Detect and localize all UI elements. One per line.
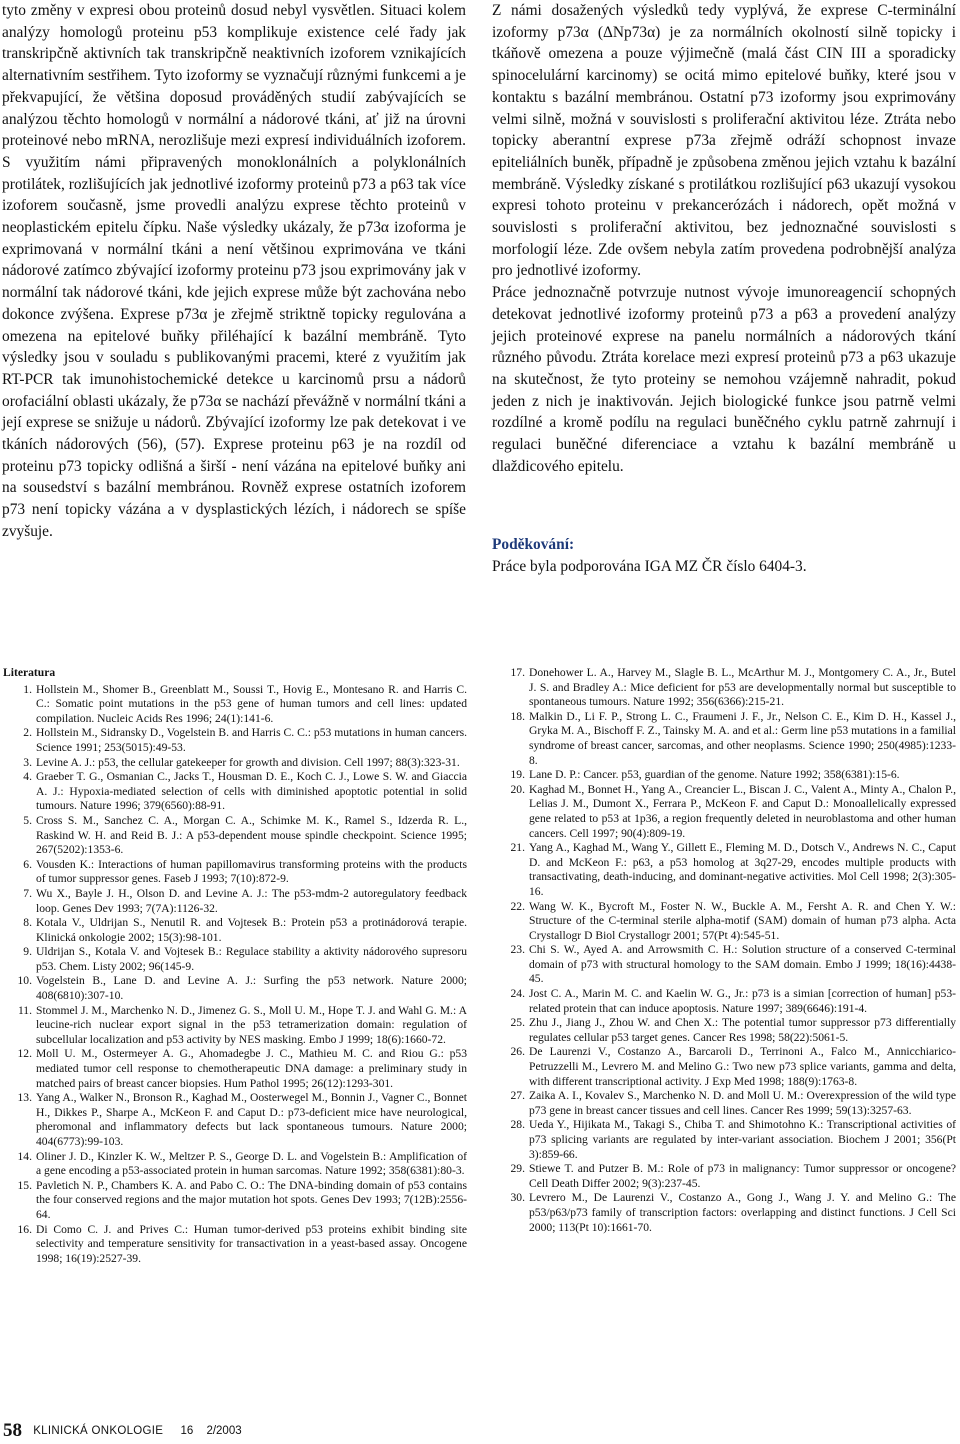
reference-text: Hollstein M., Shomer B., Greenblatt M., Soussi T., Hovig E., Montesano R. and Harris C. C.: Somatic point mutations in the p53 gene of human tumors and cell lines: updated compilation. Nucleic Acids Res 1996; 24(1):141-6. [36, 682, 467, 725]
reference-number: 16. [17, 1222, 32, 1236]
reference-number: 6. [23, 857, 32, 871]
reference-text: Vogelstein B., Lane D. and Levine A. J.: Surfing the p53 network. Nature 2000; 408(6810):307-10. [36, 974, 467, 1003]
reference-item [3, 683, 467, 727]
reference-item [3, 814, 467, 858]
reference-number: 26. [510, 1045, 525, 1059]
reference-item [3, 974, 467, 1003]
reference-number: 4. [23, 770, 32, 784]
reference-text: Stiewe T. and Putzer B. M.: Role of p73 in malignancy: Tumor suppressor or oncogene? Cell Death Differ 2002; 9(3):237-45. [529, 1162, 956, 1190]
reference-text: Pavletich N. P., Chambers K. A. and Pabo C. O.: The DNA-binding domain of p53 contains the four conserved regions and the major mutation hot spots. Genes Dev 1993; 7(12B):2556-64. [36, 1178, 467, 1221]
reference-number: 27. [510, 1089, 525, 1103]
reference-item [496, 783, 956, 841]
reference-item [496, 1118, 956, 1162]
reference-item [496, 710, 956, 768]
reference-text: Vousden K.: Interactions of human papillomavirus transforming proteins with the products of tumor suppressor genes. Faseb J 1993; 7(10):872-9. [36, 857, 467, 886]
reference-list [3, 683, 467, 1267]
reference-number: 20. [510, 782, 525, 796]
reference-number: 29. [510, 1162, 525, 1176]
reference-number: 7. [23, 886, 32, 900]
reference-number: 30. [510, 1191, 525, 1205]
reference-text: Kotala V., Uldrijan S., Nenutil R. and Vojtesek B.: Protein p53 a protinádorová terapie. Klinická onkologie 2002; 15(3):98-101. [36, 916, 467, 944]
reference-number: 1. [23, 682, 32, 696]
reference-text: Levrero M., De Laurenzi V., Costanzo A., Gong J., Wang J. Y. and Melino G.: The p53/p63/p73 family of transcription factors: overlapping and distinct functions. J Cell Sci 2000; 113(Pt 10):1661-70. [529, 1191, 956, 1234]
reference-text: Lane D. P.: Cancer. p53, guardian of the genome. Nature 1992; 358(6381):15-6. [529, 768, 900, 782]
reference-text: Zhu J., Jiang J., Zhou W. and Chen X.: The potential tumor suppressor p73 differentially regulates cellular p53 target genes. Cancer Res 1998; 58(22):5061-5. [529, 1016, 956, 1044]
references-column-left [3, 666, 467, 1266]
reference-number: 13. [17, 1091, 32, 1105]
reference-number: 15. [17, 1178, 32, 1192]
reference-number: 25. [510, 1016, 525, 1030]
reference-number: 8. [23, 916, 32, 930]
reference-item [496, 1045, 956, 1089]
reference-text: Ueda Y., Hijikata M., Takagi S., Chiba T. and Shimotohno K.: Transcriptional activities of p73 splicing variants are regulated by inter-variant association. Biochem J 2001; 356(Pt 3):859-66. [529, 1118, 956, 1161]
reference-number: 23. [510, 943, 525, 957]
page-footer [3, 1420, 242, 1442]
reference-item [496, 900, 956, 944]
reference-text: Levine A. J.: p53, the cellular gatekeeper for growth and division. Cell 1997; 88(3):323-31. [36, 755, 460, 769]
reference-number: 11. [17, 1003, 32, 1017]
body-paragraph: Z námi dosažených výsledků tedy vyplývá, že exprese C-terminální izoformy p73α (ΔNp73α) je za normálních okolností silně topicky i tkáňově omezena a pouze výjimečně (malá část CIN III a sporadicky spinocelulární karcinomy) se ocitá mimo epitelové buňky, které jsou v kontaktu s bazální membránou. Ostatní p73 izoformy jsou exprimovány velmi silně, možná v souvislosti s proliferační aktivitou léze. Ztráta nebo topicky aberantní exprese p73a zřejmě odráží schopnost invaze epiteliálních buněk, případně je způsobena změnou jejich vztahu k bazální membráně. Výsledky získané s protilátkou rozlišující p63 ukazují vysokou expresi tohoto proteinu v prekancerózách i nádorech, opět možná v souvislosti s proliferační aktivitou, bez jednoznačné souvislosti s morfologií léze. Zde ovšem nebyla zatím provedena podrobnější analýza pro jednotlivé izoformy. [492, 2, 956, 280]
reference-item [496, 943, 956, 987]
acknowledgement-heading: Poděkování: [492, 536, 575, 553]
reference-item [496, 987, 956, 1016]
reference-item [496, 1162, 956, 1191]
reference-text: Malkin D., Li F. P., Strong L. C., Fraumeni J. F., Jr., Nelson C. E., Kim D. H., Kassel J., Gryka M. A., Bischoff F. Z., Tainsky M. A. and et al.: Germ line p53 mutations in a familial syndrome of breast cancer, sarcomas, and other neoplasms. Science 1990; 250(4985):1233-8. [529, 709, 956, 767]
reference-item [3, 1004, 467, 1048]
reference-number: 3. [23, 755, 32, 769]
reference-item [496, 841, 956, 899]
reference-text: Chi S. W., Ayed A. and Arrowsmith C. H.: Solution structure of a conserved C-terminal domain of p73 with structural homology to the SAM domain. Embo J 1999; 18(16):4438-45. [529, 943, 956, 986]
reference-item [496, 768, 956, 783]
reference-item [3, 945, 467, 974]
reference-number: 18. [510, 709, 525, 723]
reference-number: 10. [17, 974, 32, 988]
reference-number: 2. [23, 726, 32, 740]
reference-item [3, 1223, 467, 1267]
reference-number: 22. [510, 899, 525, 913]
reference-text: Cross S. M., Sanchez C. A., Morgan C. A., Schimke M. K., Ramel S., Idzerda R. L., Raskind W. H. and Reid B. J.: A p53-dependent mouse spindle checkpoint. Science 1995; 267(5202):1353-6. [36, 813, 467, 857]
reference-item [496, 1089, 956, 1118]
reference-text: Wang W. K., Bycroft M., Foster N. W., Buckle A. M., Fersht A. R. and Chen Y. W.: Structure of the C-terminal sterile alpha-motif (SAM) domain of human p73 alpha. Acta Crystallogr D Biol Crystallogr 2001; 57(Pt 4):545-51. [529, 899, 956, 942]
reference-item [3, 1150, 467, 1179]
reference-text: Kaghad M., Bonnet H., Yang A., Creancier L., Biscan J. C., Valent A., Minty A., Chalon P., Lelias J. M., Dumont X., Ferrara P., McKeon F. and Caput D.: Monoallelically expressed gene related to p53 at 1p36, a region frequently deleted in neuroblastoma and other human cancers. Cell 1997; 90(4):809-19. [529, 782, 956, 840]
reference-item [3, 887, 467, 916]
reference-text: Donehower L. A., Harvey M., Slagle B. L., McArthur M. J., Montgomery C. A., Jr., Butel J. S. and Bradley A.: Mice deficient for p53 are developmentally normal but susceptible to spontaneous tumours. Nature 1992; 356(6366):215-21. [529, 666, 956, 709]
references-column-right [496, 666, 956, 1235]
reference-number: 17. [510, 666, 525, 679]
reference-text: Yang A., Kaghad M., Wang Y., Gillett E., Fleming M. D., Dotsch V., Andrews N. C., Caput D. and McKeon F.: p63, a p53 homolog at 3q27-29, encodes multiple products with transactivating, death-inducing, and dominant-negative activities. Mol Cell 1998; 2(3):305-16. [529, 841, 956, 898]
reference-item [3, 1091, 467, 1149]
reference-item [3, 726, 467, 755]
reference-number: 28. [510, 1118, 525, 1132]
page-number: 58 [3, 1420, 22, 1441]
journal-name: KLINICKÁ ONKOLOGIE [33, 1425, 164, 1437]
reference-list [496, 666, 956, 1235]
reference-text: Yang A., Walker N., Bronson R., Kaghad M., Oosterwegel M., Bonnin J., Vagner C., Bonnet H., Dikkes P., Sharpe A., McKeon F. and Caput D.: p73-deficient mice have neurological, pheromonal and inflammatory defects but lack spontaneous tumours. Nature 2000; 404(6773):99-103. [36, 1091, 467, 1148]
reference-number: 24. [510, 987, 525, 1001]
reference-item [3, 1047, 467, 1091]
reference-number: 19. [510, 768, 525, 782]
body-paragraph: Práce jednoznačně potvrzuje nutnost vývoje imunoreagencií schopných detekovat jednotlivé izoformy proteinů p73 a p63 a provedení analýzy jejich proteinové exprese na panelu normálních a nádorových tkání různého původu. Ztráta korelace mezi expresí proteinů p73 a p63 ukazuje na skutečnost, že tyto proteiny se nemohou vzájemně nahradit, pokud jeden z nich je inaktivován. Jejich biologické funkce jsou patrně velmi rozdílné a kromě podílu na regulaci buněčného cyklu patrně zahrnují i regulaci buněčné diferenciace a vztahu k bazální membráně u dlaždicového epitelu. [492, 284, 956, 475]
reference-text: Wu X., Bayle J. H., Olson D. and Levine A. J.: The p53-mdm-2 autoregulatory feedback loop. Genes Dev 1993; 7(7A):1126-32. [36, 886, 467, 915]
reference-number: 14. [17, 1149, 32, 1163]
reference-item [496, 666, 956, 710]
reference-item [496, 1016, 956, 1045]
reference-item [3, 770, 467, 814]
reference-number: 5. [23, 813, 32, 827]
reference-item [3, 1179, 467, 1223]
reference-text: Di Como C. J. and Prives C.: Human tumor-derived p53 proteins exhibit binding site selectivity and temperature sensitivity for transactivation in a yeast-based assay. Oncogene 1998; 16(19):2527-39. [36, 1222, 467, 1265]
reference-text: Uldrijan S., Kotala V. and Vojtesek B.: Regulace stability a aktivity nádorového supresoru p53. Chem. Listy 2002; 96(145-9. [36, 945, 467, 973]
reference-number: 21. [510, 841, 525, 855]
body-paragraph: tyto změny v expresi obou proteinů dosud nebyl vysvětlen. Situaci kolem analýzy homologů proteinu p53 komplikuje existence celé řady jak transkripčně aktivních tak transkripčně neaktivních izoforem vznikajících alternativním sestřihem. Tyto izoformy se vyznačují různými funkcemi a je překvapující, že většina doposud prováděných studií zabývajících se analýzou těchto homologů v normální a nádorové tkáni, ať již na úrovni proteinové nebo mRNA, nerozlišuje mezi expresí individuálních izoforem. S využitím námi připravených monoklonálních a polyklonálních protilátek, rozlišujících jak jednotlivé izoformy proteinů p73 a p63 tak více izoforem současně, jsme provedli analýzu exprese těchto proteinů v neoplastickém epitelu čípku. Naše výsledky ukázaly, že p73α izoforma je exprimovaná v normální tkáni a není většinou exprimována ve tkáni nádorové zatímco zbývající izoformy proteinu p73 jsou exprimovány jak v normální tak nádorové tkáni, kde jejich exprese může být zachována nebo dokonce zvýšena. Exprese p73α je zřejmě striktně topicky regulována a omezena na epitelové buňky přiléhající k bazální membráně. Tyto výsledky jsou v souladu s publikovanými pracemi, které z využitím jak RT-PCR tak imunohistochemické detekce u karcinomů prsu a nádorů orofaciální oblasti ukázaly, že p73α se nachází převážně v normální tkáni a její exprese se snižuje u nádorů. Zbývající izoformy lze pak detekovat i ve tkáních nádorových (56), (57). Exprese proteinu p63 je na rozdíl od proteinu p73 topicky odlišná a širší - není vázána na epitelové buňky ani na sousedství s bazální membránou. Rovněž exprese ostatních izoforem p73 není topicky vázána a v dysplastických lézích, i nádorech se spíše zvyšuje. [2, 2, 466, 540]
references-heading: Literatura [3, 666, 56, 679]
reference-text: Stommel J. M., Marchenko N. D., Jimenez G. S., Moll U. M., Hope T. J. and Wahl G. M.: A leucine-rich nuclear export signal in the p53 tetramerization domain: regulation of subcellular localization and p53 activity by NES masking. Embo J 1999; 18(6):1660-72. [36, 1003, 467, 1046]
journal-issue: 2/2003 [206, 1425, 242, 1437]
body-column-right [492, 0, 956, 477]
reference-number: 12. [17, 1047, 32, 1061]
reference-text: Graeber T. G., Osmanian C., Jacks T., Housman D. E., Koch C. J., Lowe S. W. and Giaccia A. J.: Hypoxia-mediated selection of cells with diminished apoptotic potential in solid tumours. Nature 1996; 379(6560):88-91. [36, 770, 467, 813]
body-column-left [2, 0, 466, 543]
reference-item [496, 1191, 956, 1235]
acknowledgement-text: Práce byla podporována IGA MZ ČR číslo 6404-3. [492, 557, 807, 575]
reference-text: Oliner J. D., Kinzler K. W., Meltzer P. S., George D. L. and Vogelstein B.: Amplification of a gene encoding a p53-associated protein in human sarcomas. Nature 1992; 358(6381):80-3. [36, 1149, 467, 1178]
reference-text: De Laurenzi V., Costanzo A., Barcaroli D., Terrinoni A., Falco M., Annicchiarico-Petruzzelli M., Levrero M. and Melino G.: Two new p73 splice variants, gamma and delta, with different transcriptional activity. J Exp Med 1998; 188(9):1763-8. [529, 1045, 956, 1088]
reference-number: 9. [23, 945, 32, 959]
acknowledgement [492, 534, 956, 577]
reference-text: Zaika A. I., Kovalev S., Marchenko N. D. and Moll U. M.: Overexpression of the wild type p73 gene in breast cancer tissues and cell lines. Cancer Res 1999; 59(13):3257-63. [529, 1089, 956, 1117]
reference-text: Jost C. A., Marin M. C. and Kaelin W. G., Jr.: p73 is a simian [correction of human] p53-related protein that can induce apoptosis. Nature 1997; 389(6646):191-4. [529, 987, 956, 1015]
reference-item [3, 858, 467, 887]
reference-item [3, 756, 467, 771]
journal-volume: 16 [180, 1425, 194, 1437]
reference-text: Hollstein M., Sidransky D., Vogelstein B. and Harris C. C.: p53 mutations in human cancers. Science 1991; 253(5015):49-53. [36, 726, 467, 754]
reference-item [3, 916, 467, 945]
reference-text: Moll U. M., Ostermeyer A. G., Ahomadegbe J. C., Mathieu M. C. and Riou G.: p53 mediated tumor cell response to chemotherapeutic DNA damage: a preliminary study in matched pairs of breast cancer biopsies. Hum Pathol 1995; 26(12):1293-301. [36, 1047, 467, 1090]
